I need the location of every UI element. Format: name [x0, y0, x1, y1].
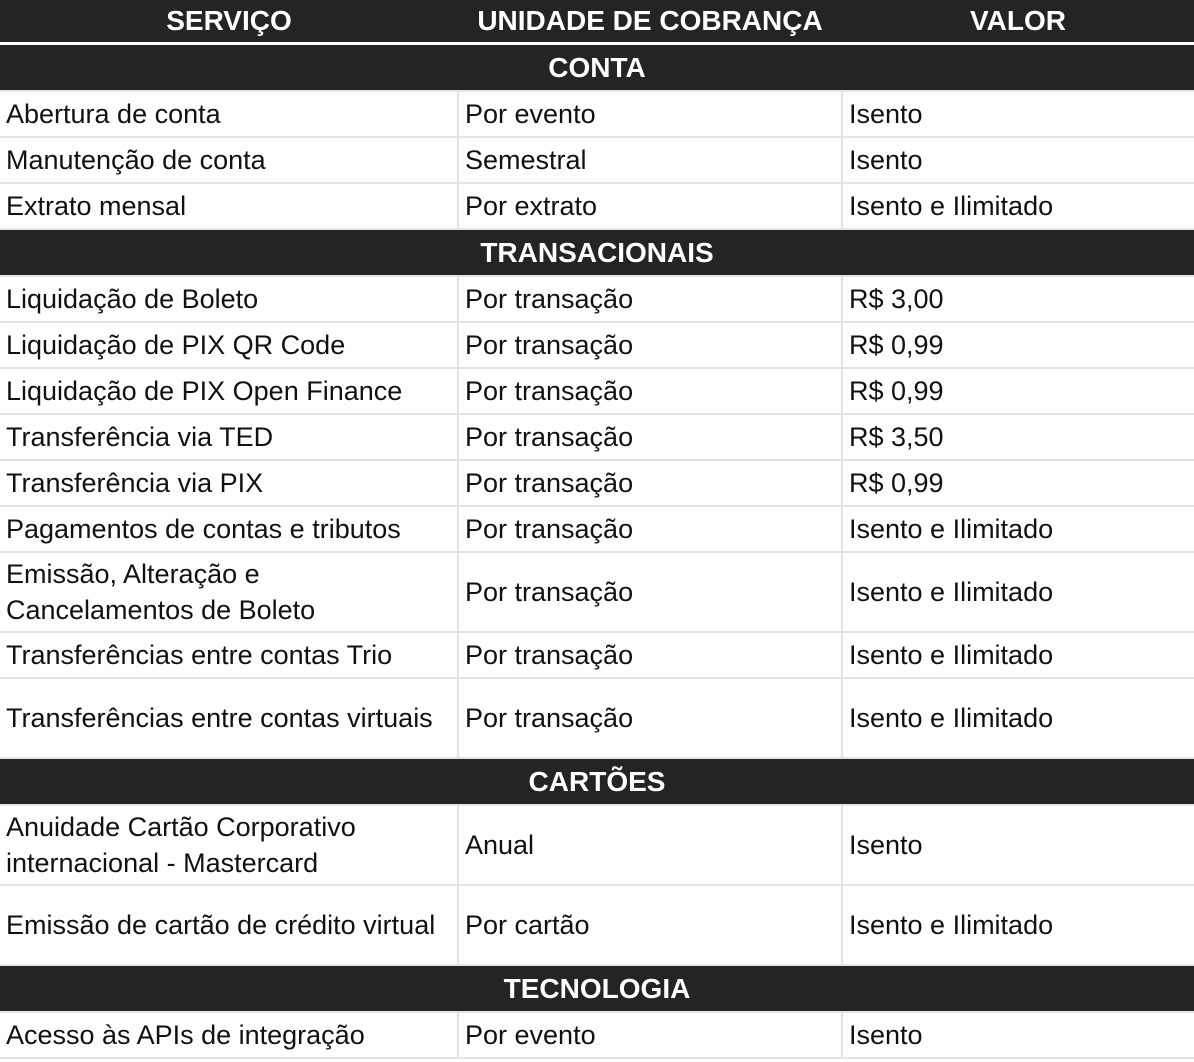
section-header-row: [0, 44, 1194, 92]
header-row: [0, 0, 1194, 44]
value-cell: R$ 3,50: [842, 414, 1194, 460]
service-cell: Transferência via PIX: [0, 460, 458, 506]
section-header-row: [0, 229, 1194, 276]
unit-cell: Por transação: [458, 276, 842, 322]
unit-cell: Por transação: [458, 632, 842, 678]
service-cell: Manutenção de conta: [0, 137, 458, 183]
unit-cell: Por transação: [458, 460, 842, 506]
table-row: [0, 460, 1194, 506]
value-cell: Isento e Ilimitado: [842, 506, 1194, 552]
table-row: [0, 552, 1194, 632]
table-row: [0, 632, 1194, 678]
column-header-service: SERVIÇO: [0, 0, 458, 44]
unit-cell: Semestral: [458, 137, 842, 183]
unit-cell: Por transação: [458, 552, 842, 632]
table-row: [0, 1012, 1194, 1058]
unit-cell: Por transação: [458, 414, 842, 460]
section-title-transacionais: TRANSACIONAIS: [0, 229, 1194, 276]
unit-cell: Anual: [458, 805, 842, 885]
value-cell: Isento e Ilimitado: [842, 885, 1194, 965]
section-header-row: [0, 758, 1194, 805]
service-cell: Pagamentos de contas e tributos: [0, 506, 458, 552]
service-cell: Extrato mensal: [0, 183, 458, 229]
service-cell: Transferências entre contas Trio: [0, 632, 458, 678]
value-cell: R$ 0,99: [842, 322, 1194, 368]
table-row: [0, 805, 1194, 885]
value-cell: Isento e Ilimitado: [842, 632, 1194, 678]
service-cell: Transferências entre contas virtuais: [0, 678, 458, 758]
unit-cell: Por cartão: [458, 885, 842, 965]
service-cell: Liquidação de PIX Open Finance: [0, 368, 458, 414]
table-row: [0, 322, 1194, 368]
service-cell: Emissão de cartão de crédito virtual: [0, 885, 458, 965]
unit-cell: Por transação: [458, 322, 842, 368]
unit-cell: Por transação: [458, 368, 842, 414]
unit-cell: Por extrato: [458, 183, 842, 229]
section-title-cartoes: CARTÕES: [0, 758, 1194, 805]
table-row: [0, 506, 1194, 552]
service-cell: Liquidação de Boleto: [0, 276, 458, 322]
table-row: [0, 885, 1194, 965]
service-cell: Transferência via TED: [0, 414, 458, 460]
section-title-conta: CONTA: [0, 44, 1194, 92]
service-cell: Emissão, Alteração e Cancelamentos de Boleto: [0, 552, 458, 632]
table-row: [0, 183, 1194, 229]
value-cell: R$ 0,99: [842, 368, 1194, 414]
service-cell: Anuidade Cartão Corporativo internacional - Mastercard: [0, 805, 458, 885]
section-title-tecnologia: TECNOLOGIA: [0, 965, 1194, 1012]
value-cell: Isento: [842, 805, 1194, 885]
unit-cell: Por evento: [458, 91, 842, 137]
value-cell: Isento e Ilimitado: [842, 183, 1194, 229]
column-header-value: VALOR: [842, 0, 1194, 44]
value-cell: Isento e Ilimitado: [842, 552, 1194, 632]
table-row: [0, 91, 1194, 137]
column-header-unit: UNIDADE DE COBRANÇA: [458, 0, 842, 44]
service-cell: Abertura de conta: [0, 91, 458, 137]
value-cell: R$ 0,99: [842, 460, 1194, 506]
table-row: [0, 368, 1194, 414]
section-header-row: [0, 965, 1194, 1012]
service-cell: Acesso às APIs de integração: [0, 1012, 458, 1058]
table-row: [0, 678, 1194, 758]
value-cell: R$ 3,00: [842, 276, 1194, 322]
service-cell: Liquidação de PIX QR Code: [0, 322, 458, 368]
table-row: [0, 137, 1194, 183]
value-cell: Isento: [842, 1012, 1194, 1058]
value-cell: Isento: [842, 91, 1194, 137]
value-cell: Isento: [842, 137, 1194, 183]
unit-cell: Por transação: [458, 506, 842, 552]
table-row: [0, 276, 1194, 322]
unit-cell: Por transação: [458, 678, 842, 758]
table-row: [0, 414, 1194, 460]
value-cell: Isento e Ilimitado: [842, 678, 1194, 758]
unit-cell: Por evento: [458, 1012, 842, 1058]
